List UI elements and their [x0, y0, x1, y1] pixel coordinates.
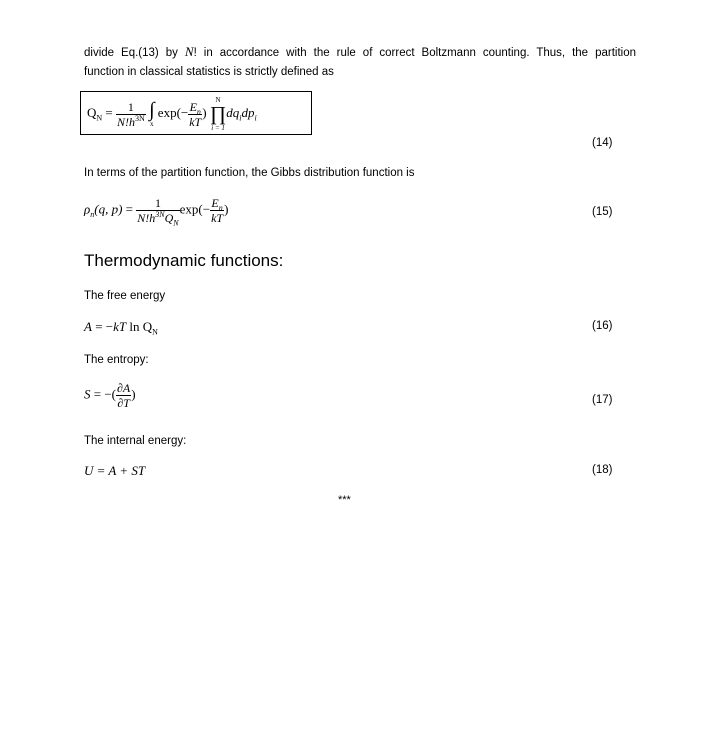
equation-14: $Q_N$ = $\frac{1}{N!h^{3N}}$ ∫ x exp(− $\frac{E_n}{kT}$ ) N ∏ i = 1 $dq_idp_i$ — [87, 96, 257, 132]
equation-15-number: (15) — [592, 206, 613, 218]
section-heading: Thermodynamic functions: — [84, 251, 284, 270]
gibbs-text: In terms of the partition function, the Gibbs distribution function is — [84, 167, 415, 179]
eq15-exp-fraction: $\frac{E_n}{kT}$ — [211, 196, 224, 225]
eq14-exp-fraction: $\frac{E_n}{kT}$ — [189, 99, 202, 129]
equation-18: U = A + ST — [84, 463, 146, 478]
section-separator: *** — [338, 494, 351, 506]
intro-line-1: divide Eq.(13) by N! in accordance with the rule of correct Boltzmann counting. Thus, the partition — [84, 44, 636, 59]
eq15-fraction: $\frac{1}{N!h^{3N}Q_N}$ — [137, 196, 179, 228]
equation-15: $\rho_n(q$, p) = $\frac{1}{N!h^{3N}Q_N}$ exp(− $\frac{E_n}{kT}$ ) — [84, 196, 229, 228]
equation-14-number: (14) — [592, 137, 613, 149]
internal-energy-text: The internal energy: — [84, 435, 187, 447]
eq14-fraction: $\frac{1}{N!h^{3N}}$ — [117, 99, 145, 129]
equation-18-number: (18) — [592, 464, 613, 476]
product-symbol: N ∏ i = 1 — [209, 96, 227, 132]
equation-16: A = −kT $\ln Q_N$ — [84, 319, 158, 337]
equation-16-number: (16) — [592, 320, 613, 332]
eq17-fraction: $\frac{\partial A}{\partial T}$ — [117, 381, 131, 410]
intro-paragraph — [84, 42, 636, 82]
integral-symbol: ∫ x — [149, 99, 155, 128]
equation-17: S = −( $\frac{\partial A}{\partial T}$ ) — [84, 381, 136, 410]
equation-17-number: (17) — [592, 394, 613, 406]
equation-14-box — [80, 91, 312, 135]
intro-line-2: function in classical statistics is strictly defined as — [84, 66, 334, 78]
variable-N: N — [184, 44, 194, 59]
free-energy-text: The free energy — [84, 290, 166, 302]
entropy-text: The entropy: — [84, 354, 149, 366]
